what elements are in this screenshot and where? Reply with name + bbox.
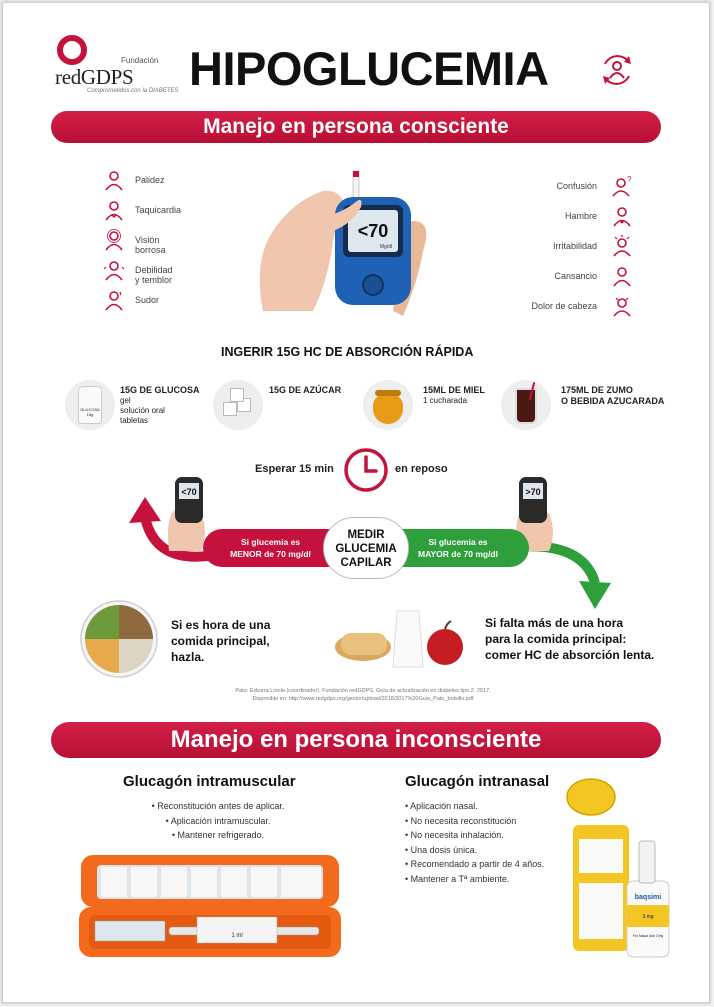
symptom-label: Visión borrosa (135, 235, 166, 255)
person-sweat-icon (103, 289, 125, 311)
food-title: 175ML DE ZUMO (561, 385, 633, 395)
symptom-label: Taquicardia (135, 205, 182, 215)
symptom-label: Hambre (564, 211, 597, 221)
logo-tagline: Comprometidos con la DIABETES (87, 88, 179, 94)
bread-milk-apple-icon (333, 603, 473, 673)
symptom-label: Sudor (135, 295, 160, 305)
meter-unit: Mg/dl (379, 244, 393, 250)
symptom-label: Palidez (135, 175, 165, 185)
measure-line: CAPILAR (340, 557, 392, 569)
low-pill-line: MENOR de 70 mg/dl (230, 549, 311, 559)
in-item: • Una dosis única. (405, 844, 478, 855)
nasal-brand: baqsimi (634, 894, 662, 901)
banner-conscious: Manejo en persona consciente (51, 111, 661, 143)
in-title: Glucagón intranasal (405, 773, 550, 790)
food-detail: tabletas (120, 416, 149, 425)
advice-line: comida principal, (171, 634, 270, 648)
food-honey (423, 385, 485, 406)
source-line: Pato: Ezkurra Loiola (coordinador). Fundación redGDPS. Guía de actualización en diabetes tipo 2. 2017. (235, 688, 491, 694)
person-tremor-icon (103, 259, 125, 281)
advice-line: para la comida principal: (485, 632, 627, 646)
hands-glucometer-illustration (253, 161, 453, 321)
glucagon-kit-illustration (77, 851, 343, 961)
poster (2, 2, 710, 1003)
in-item: • Recomendado a partir de 4 años. (405, 859, 545, 869)
food-title: 15G DE GLUCOSA (120, 385, 200, 395)
juice-glass-icon (501, 380, 551, 430)
meter-reading-high: >70 (525, 487, 541, 497)
kit-label: 1 ml (231, 933, 243, 939)
nasal-dose: 3 mg (642, 914, 654, 920)
ingest-heading: INGERIR 15G HC DE ABSORCIÓN RÁPIDA (221, 345, 474, 359)
page-title: HIPOGLUCEMIA (189, 42, 549, 95)
glucose-label: GLUCOSA 15g (78, 386, 102, 424)
banner-unconscious: Manejo en persona inconsciente (51, 722, 661, 758)
symptom-item (503, 295, 633, 325)
low-pill-line: Si glucemia es (240, 537, 301, 547)
food-title: 15ML DE MIEL (423, 385, 485, 395)
in-item: • No necesita reconstitución (405, 815, 517, 826)
person-question-icon (611, 175, 633, 197)
im-item: • Reconstitución antes de aplicar. (151, 801, 285, 811)
in-item: • No necesita inhalación. (405, 830, 504, 840)
logo-ring-icon (57, 35, 87, 65)
person-cycle-icon (597, 50, 637, 90)
person-icon (103, 169, 125, 191)
advice-line: Si es hora de una (171, 618, 271, 632)
im-title: Glucagón intramuscular (123, 773, 296, 790)
nasal-text: For Nasal Use Only (632, 934, 664, 938)
symptom-item (503, 265, 633, 295)
symptom-list-right (503, 175, 633, 325)
advice-line: hazla. (171, 650, 205, 664)
food-detail: solución oral (120, 406, 165, 415)
person-hunger-icon (611, 205, 633, 227)
source-line: Disponible en: http://www.redgdps.org/gestor/upload/2018/2017%20Guia_Pato_bolsillo.pdf (252, 696, 474, 702)
food-sugar (269, 385, 341, 396)
symptom-item (503, 205, 633, 235)
person-blur-icon (103, 229, 125, 251)
high-pill-line: MAYOR de 70 mg/dl (418, 549, 498, 559)
nasal-glucagon-illustration (561, 773, 681, 963)
measure-line: GLUCEMIA (335, 543, 397, 555)
honey-jar-icon (363, 380, 413, 430)
advice-main-meal (171, 617, 270, 665)
advice-line: comer HC de absorción lenta. (485, 648, 655, 662)
symptom-label: Dolor de cabeza (531, 301, 597, 311)
symptom-item (503, 235, 633, 265)
clock-icon (343, 447, 389, 493)
in-item: • Aplicación nasal. (405, 801, 478, 811)
im-item: • Aplicación intramuscular. (165, 815, 271, 826)
person-tired-icon (611, 265, 633, 287)
food-detail: gel (120, 396, 131, 405)
im-item: • Mantener refrigerado. (171, 830, 265, 840)
symptom-label: Confusión (556, 181, 597, 191)
food-title-2: O BEBIDA AZUCARADA (561, 396, 665, 406)
logo-name: redGDPS (55, 65, 134, 89)
glucose-bottle-icon (65, 380, 115, 430)
rest-text: en reposo (395, 463, 448, 475)
person-heart-icon (103, 199, 125, 221)
logo-foundation: Fundación (121, 56, 159, 65)
wait-text: Esperar 15 min (255, 463, 334, 475)
meter-reading-low: <70 (181, 487, 197, 497)
low-glucose-pill (203, 529, 338, 567)
symptom-label: Cansancio (554, 271, 597, 281)
meal-plate-icon (79, 599, 159, 679)
sugar-cubes-icon (213, 380, 263, 430)
food-glucose (120, 385, 200, 426)
food-detail: 1 cucharada (423, 396, 468, 405)
advice-slow-carbs (485, 615, 654, 663)
measure-glucose-badge (323, 517, 409, 579)
svg-text:?: ? (627, 175, 632, 184)
person-headache-icon (611, 295, 633, 317)
in-item: • Mantener a Tª ambiente. (405, 873, 510, 884)
meter-reading: <70 (357, 221, 389, 241)
high-pill-line: Si glucemia es (428, 537, 488, 547)
symptom-label: Debilidad y temblor (135, 265, 173, 285)
person-irritable-icon (611, 235, 633, 257)
food-title: 15G DE AZÚCAR (269, 385, 342, 395)
in-list (405, 799, 544, 886)
symptom-label: Irritabilidad (552, 241, 597, 251)
advice-line: Si falta más de una hora (485, 616, 624, 630)
source-citation (183, 687, 543, 703)
symptom-item (503, 175, 633, 205)
food-juice (561, 385, 664, 407)
measure-line: MEDIR (347, 529, 385, 541)
im-list (123, 799, 313, 843)
